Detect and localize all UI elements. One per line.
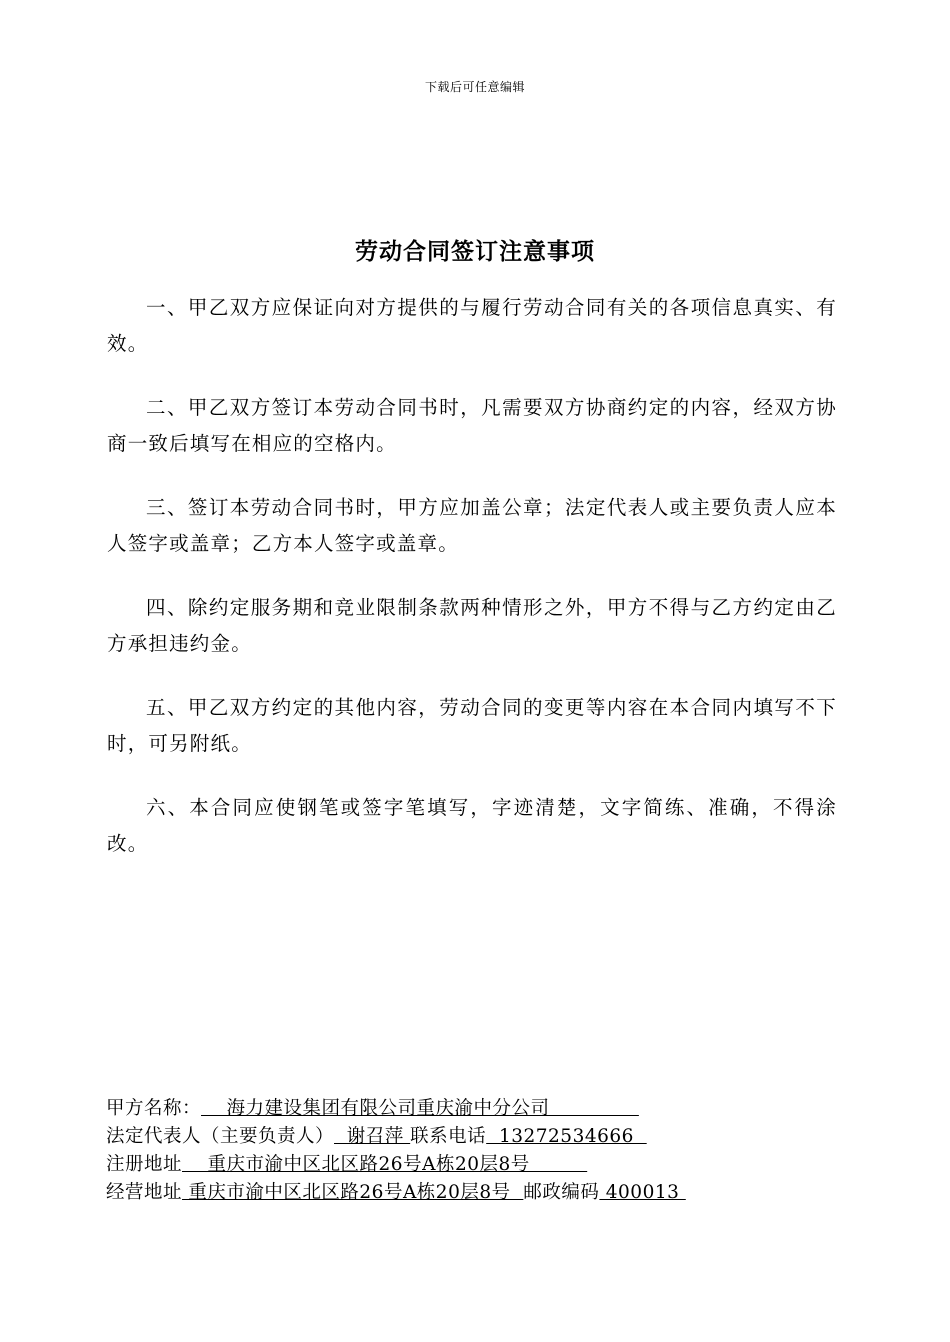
paragraph-3: 三、签订本劳动合同书时，甲方应加盖公章；法定代表人或主要负责人应本人签字或盖章；乙方本人签字或盖章。 <box>107 496 837 555</box>
party-a-info <box>106 1095 866 1207</box>
paragraph-6: 六、本合同应使钢笔或签字笔填写，字迹清楚，文字简练、准确，不得涂改。 <box>107 796 837 855</box>
registered-address-label: 注册地址 <box>106 1154 183 1175</box>
registered-address-value: 重庆市渝中区北区路26号A栋20层8号 <box>182 1154 588 1175</box>
document-body <box>107 290 837 890</box>
party-a-name-label: 甲方名称： <box>106 1098 202 1119</box>
header-note: 下载后可任意编辑 <box>424 80 525 94</box>
operating-address-line <box>106 1179 866 1207</box>
paragraph-4: 四、除约定服务期和竞业限制条款两种情形之外，甲方不得与乙方约定由乙方承担违约金。 <box>107 596 837 655</box>
paragraph-5: 五、甲乙双方约定的其他内容，劳动合同的变更等内容在本合同内填写不下时，可另附纸。 <box>107 696 837 755</box>
party-a-name-line <box>106 1095 866 1123</box>
paragraph-2: 二、甲乙双方签订本劳动合同书时，凡需要双方协商约定的内容，经双方协商一致后填写在相应的空格内。 <box>107 396 837 455</box>
operating-address-value: 重庆市渝中区北区路26号A栋20层8号 <box>182 1182 524 1203</box>
legal-rep-line <box>106 1123 866 1151</box>
registered-address-line <box>106 1151 866 1179</box>
postcode-label: 邮政编码 <box>523 1182 600 1203</box>
paragraph-1: 一、甲乙双方应保证向对方提供的与履行劳动合同有关的各项信息真实、有效。 <box>107 296 837 355</box>
phone-value: 13272534666 <box>486 1126 647 1147</box>
document-title: 劳动合同签订注意事项 <box>355 239 595 265</box>
operating-address-label: 经营地址 <box>106 1182 183 1203</box>
phone-label: 联系电话 <box>410 1126 487 1147</box>
postcode-value: 400013 <box>599 1182 686 1203</box>
party-a-name-value: 海力建设集团有限公司重庆渝中分公司 <box>201 1098 639 1119</box>
legal-rep-label: 法定代表人（主要负责人） <box>106 1126 335 1147</box>
legal-rep-value: 谢召萍 <box>334 1126 411 1147</box>
